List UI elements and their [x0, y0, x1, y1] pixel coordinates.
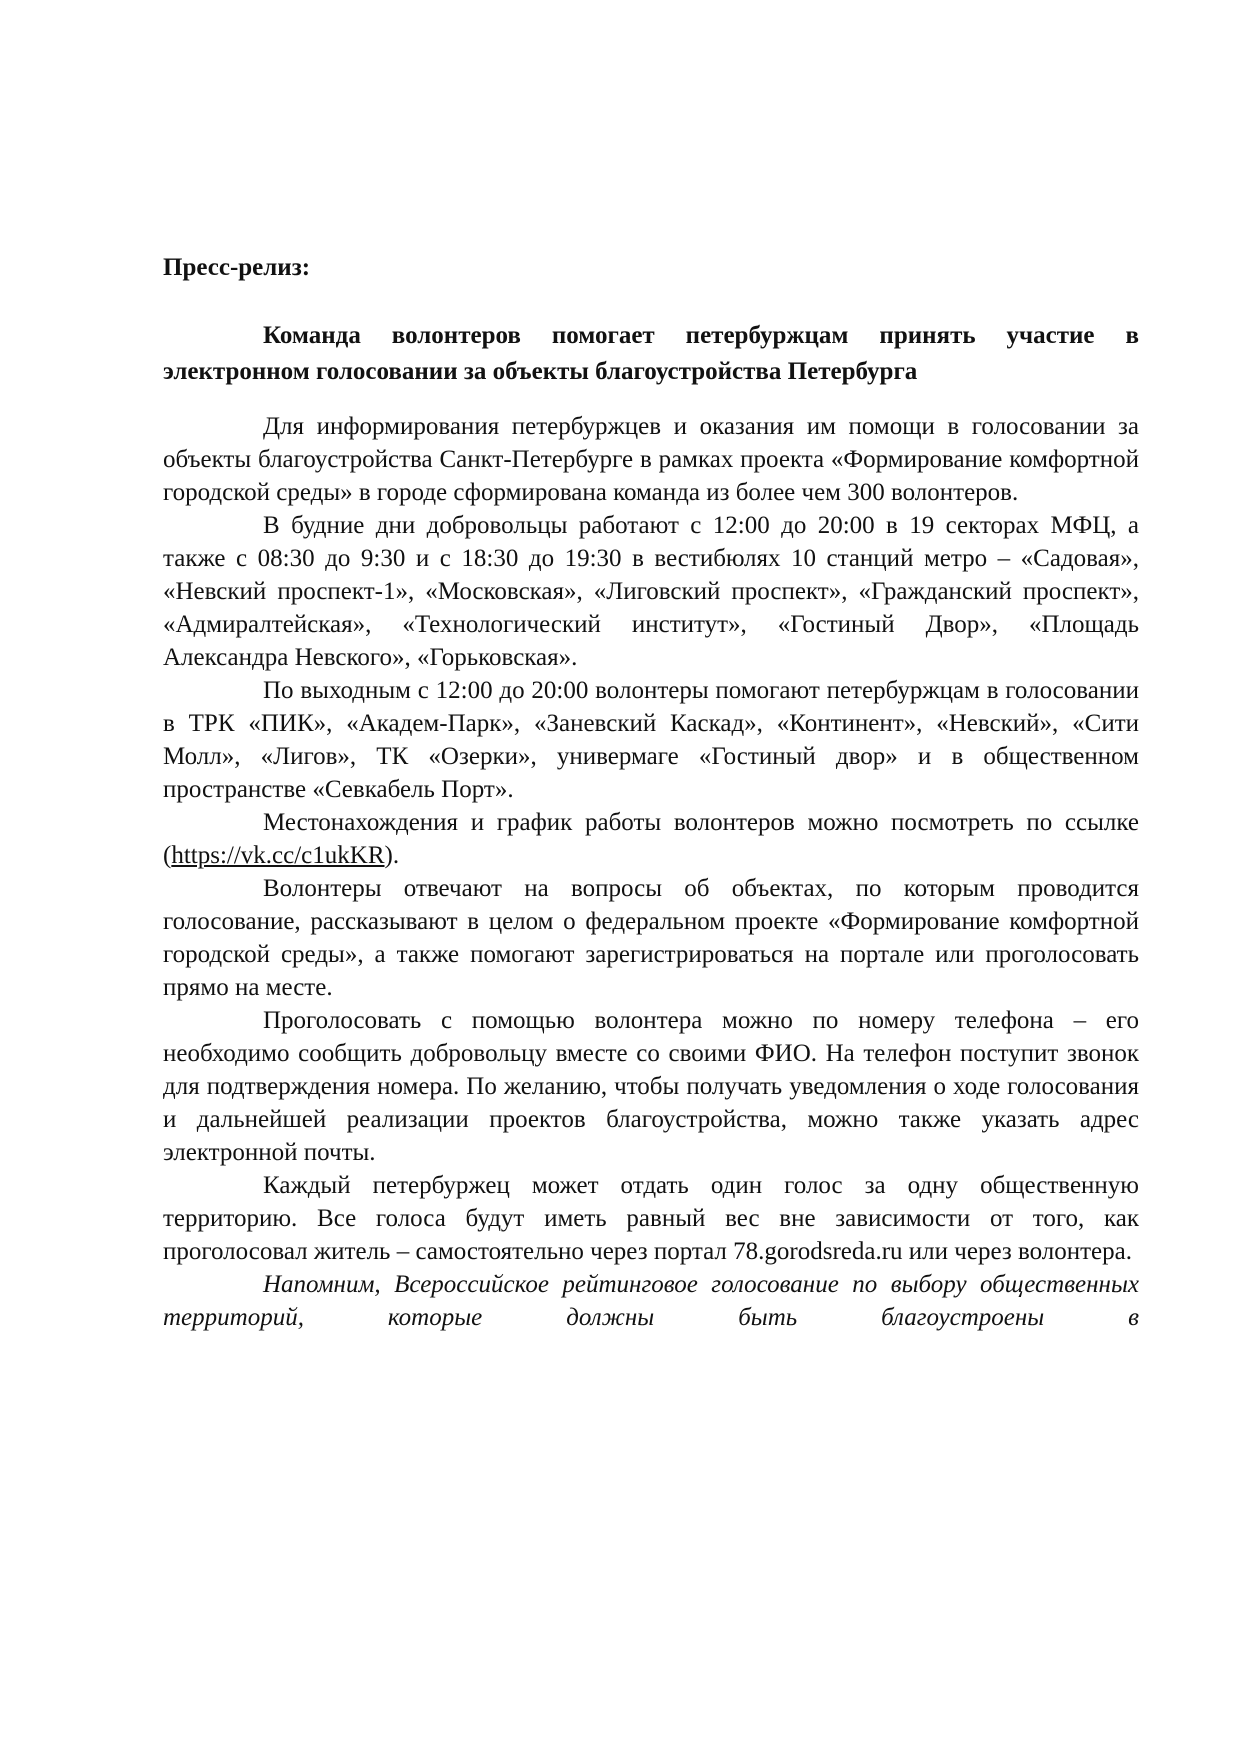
paragraph-reminder: Напомним, Всероссийское рейтинговое голосование по выбору общественных территорий, которые должны быть благоустроены в — [163, 1271, 1139, 1331]
location-text-before: Местонахождения и график работы волонтеров можно посмотреть по ссылке ( — [163, 809, 1139, 869]
paragraph-intro: Для информирования петербуржцев и оказания им помощи в голосовании за объекты благоустройства Санкт-Петербурге в рамках проекта «Формирование комфортной городской среды» в городе сформирована команда из более чем 300 волонтеров. — [163, 413, 1139, 506]
paragraph-location — [163, 806, 1139, 872]
paragraph-questions: Волонтеры отвечают на вопросы об объектах, по которым проводится голосование, рассказывают в целом о федеральном проекте «Формирование комфортной городской среды», а также помогают зарегистрироваться на портале или проголосовать прямо на месте. — [163, 875, 1139, 1001]
paragraph-weekdays: В будние дни добровольцы работают с 12:00 до 20:00 в 19 секторах МФЦ, а также с 08:30 до 9:30 и с 18:30 до 19:30 в вестибюлях 10 станций метро – «Садовая», «Невский проспект-1», «Московская», «Лиговский проспект», «Гражданский проспект», «Адмиралтейская», «Технологический институт», «Гостиный Двор», «Площадь Александра Невского», «Горьковская». — [163, 512, 1139, 671]
paragraph-equal-votes: Каждый петербуржец может отдать один голос за одну общественную территорию. Все голоса будут иметь равный вес вне зависимости от того, как проголосовал житель – самостоятельно через портал 78.gorodsreda.ru или через волонтера. — [163, 1172, 1139, 1265]
headline: Команда волонтеров помогает петербуржцам принять участие в электронном голосовании за объекты благоустройства Петербурга — [163, 322, 1139, 385]
paragraph-phone-voting: Проголосовать с помощью волонтера можно по номеру телефона – его необходимо сообщить добровольцу вместе со своими ФИО. На телефон поступит звонок для подтверждения номера. По желанию, чтобы получать уведомления о ходе голосования и дальнейшей реализации проектов благоустройства, можно также указать адрес электронной почты. — [163, 1007, 1139, 1166]
volunteers-link[interactable]: https://vk.cc/c1ukKR — [171, 842, 385, 869]
document-body — [163, 248, 1139, 1334]
location-text-after: ). — [384, 842, 400, 869]
paragraph-weekends: По выходным с 12:00 до 20:00 волонтеры помогают петербуржцам в голосовании в ТРК «ПИК», «Академ-Парк», «Заневский Каскад», «Континент», «Невский», «Сити Молл», «Лигов», ТК «Озерки», универмаге «Гостиный двор» и в общественном пространстве «Севкабель Порт». — [163, 677, 1139, 803]
press-release-label: Пресс-релиз: — [163, 254, 311, 281]
